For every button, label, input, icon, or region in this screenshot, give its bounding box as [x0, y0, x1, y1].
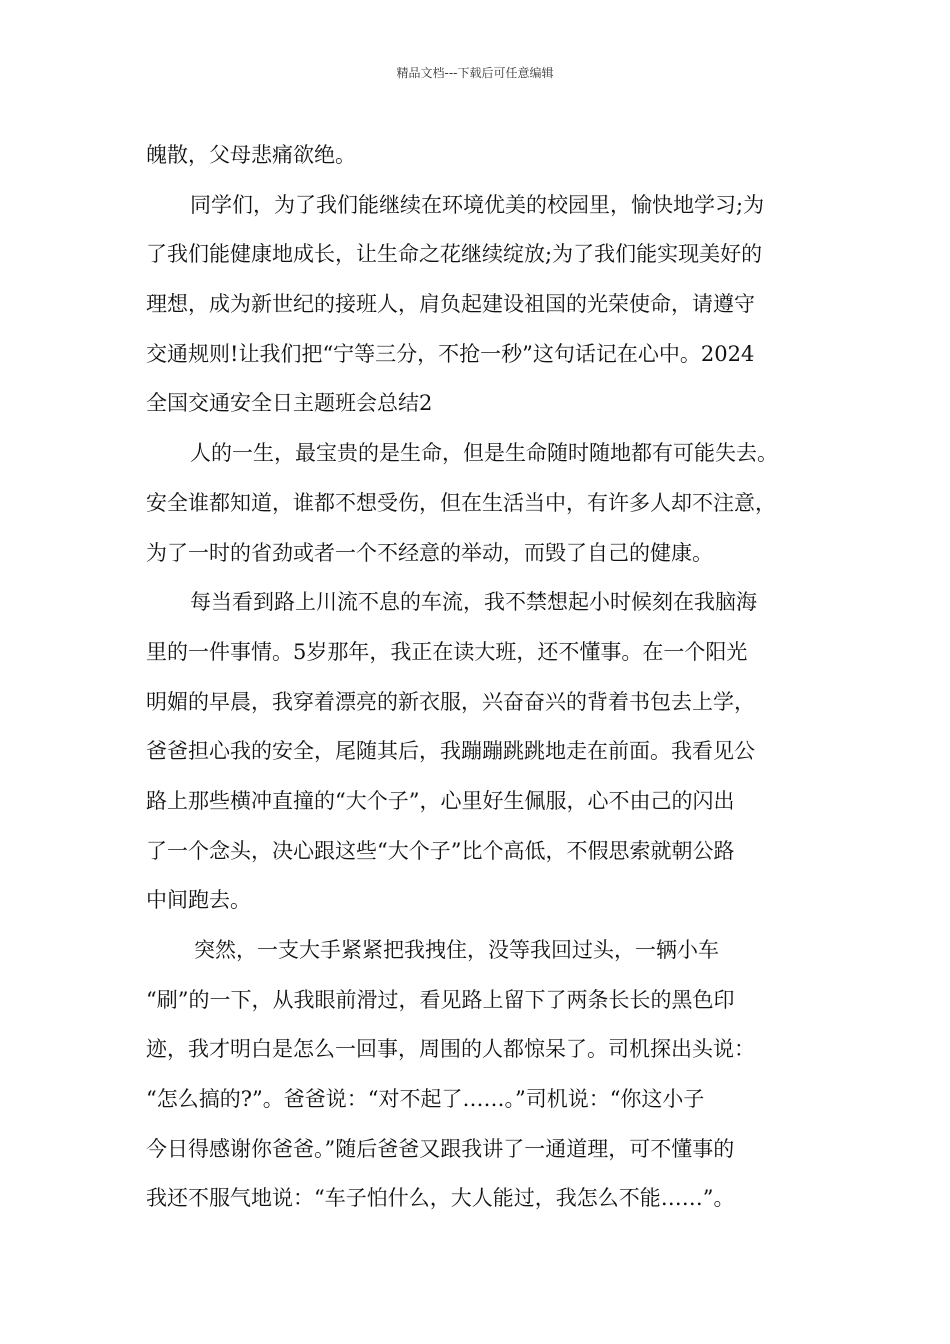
paragraph-start: 人的一生，最宝贵的是生命，但是生命随时随地都有可能失去。 [190, 441, 778, 466]
text-line: 今日得感谢你爸爸。”随后爸爸又跟我讲了一通道理，可不懂事的 [146, 1136, 735, 1161]
text-line: 中间跑去。 [146, 888, 251, 913]
text-line: 交通规则!让我们把“宁等三分，不抢一秒”这句话记在心中。2024 [146, 341, 755, 366]
text-line: “刷”的一下，从我眼前滑过，看见路上留下了两条长长的黑色印 [146, 987, 735, 1012]
text-line: 安全谁都知道，谁都不想受伤，但在生活当中，有许多人却不注意， [146, 490, 776, 515]
text-line: 路上那些横冲直撞的“大个子”，心里好生佩服，心不由己的闪出 [146, 788, 735, 813]
section-title: 全国交通安全日主题班会总结2 [146, 391, 433, 416]
paragraph-start: 每当看到路上川流不息的车流，我不禁想起小时候刻在我脑海 [190, 590, 757, 615]
text-line: 为了一时的省劲或者一个不经意的举动，而毁了自己的健康。 [146, 540, 713, 565]
text-line: “怎么搞的?”。爸爸说：“对不起了……。”司机说：“你这小子 [146, 1087, 705, 1112]
text-line: 了我们能健康地成长，让生命之花继续绽放;为了我们能实现美好的 [146, 242, 763, 267]
paragraph-start: 同学们，为了我们能继续在环境优美的校园里，愉快地学习;为 [190, 192, 765, 217]
text-line: 迹，我才明白是怎么一回事，周围的人都惊呆了。司机探出头说： [146, 1037, 755, 1062]
paragraph-start: 突然，一支大手紧紧把我拽住，没等我回过头，一辆小车 [194, 938, 719, 962]
text-line: 了一个念头，决心跟这些“大个子”比个高低，不假思索就朝公路 [146, 838, 735, 863]
text-line: 魄散，父母悲痛欲绝。 [146, 143, 356, 167]
text-line: 我还不服气地说：“车子怕什么，大人能过，我怎么不能……”。 [146, 1186, 735, 1211]
text-line: 理想，成为新世纪的接班人，肩负起建设祖国的光荣使命，请遵守 [146, 292, 755, 317]
text-line: 里的一件事情。5岁那年，我正在读大班，还不懂事。在一个阳光 [146, 639, 748, 664]
page-header: 精品文档---下载后可任意编辑 [396, 66, 554, 80]
document-body [146, 131, 826, 1224]
text-line: 明媚的早晨，我穿着漂亮的新衣服，兴奋奋兴的背着书包去上学， [146, 689, 755, 714]
text-line: 爸爸担心我的安全，尾随其后，我蹦蹦跳跳地走在前面。我看见公 [146, 739, 755, 764]
